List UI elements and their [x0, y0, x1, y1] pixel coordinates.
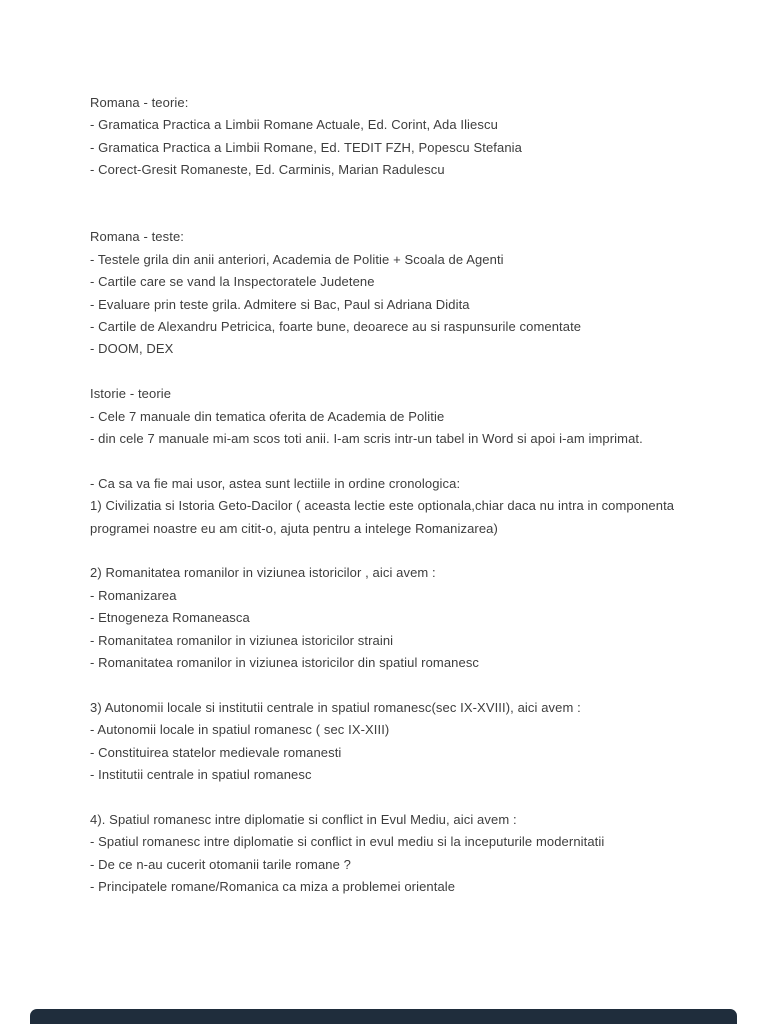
text-line: - Cartile care se vand la Inspectoratele Judetene [90, 274, 375, 290]
text-line: - Gramatica Practica a Limbii Romane Actuale, Ed. Corint, Ada Iliescu [90, 117, 498, 133]
text-line: - din cele 7 manuale mi-am scos toti anii. I-am scris intr-un tabel in Word si apoi i-am imprimat. [90, 431, 643, 447]
paragraph-block [90, 697, 698, 787]
text-line: - Cartile de Alexandru Petricica, foarte bune, deoarece au si raspunsurile comentate [90, 319, 582, 335]
text-line: - Testele grila din anii anteriori, Academia de Politie + Scoala de Agenti [90, 251, 504, 267]
text-line: Istorie - teorie [90, 386, 172, 402]
text-line: 2) Romanitatea romanilor in viziunea istoricilor , aici avem : [90, 565, 436, 581]
text-line: - Romanitatea romanilor in viziunea istoricilor straini [90, 632, 394, 648]
text-line: - Ca sa va fie mai usor, astea sunt lectiile in ordine cronologica: [90, 475, 461, 491]
text-line: - De ce n-au cucerit otomanii tarile romane ? [90, 856, 352, 872]
text-line: - Gramatica Practica a Limbii Romane, Ed. TEDIT FZH, Popescu Stefania [90, 139, 522, 155]
text-line: - Autonomii locale in spatiul romanesc ( sec IX-XIII) [90, 722, 390, 738]
paragraph-block [90, 473, 698, 540]
text-line: - Corect-Gresit Romaneste, Ed. Carminis, Marian Radulescu [90, 162, 445, 178]
text-line: - Principatele romane/Romanica ca miza a problemei orientale [90, 879, 456, 895]
bottom-toolbar[interactable] [30, 1009, 737, 1024]
text-line: Romana - teste: [90, 229, 184, 245]
text-line: - Cele 7 manuale din tematica oferita de Academia de Politie [90, 408, 445, 424]
text-line: programei noastre eu am citit-o, ajuta pentru a intelege Romanizarea) [90, 520, 498, 536]
text-line: - Romanitatea romanilor in viziunea istoricilor din spatiul romanesc [90, 655, 480, 671]
document-text [90, 92, 698, 899]
text-line: 3) Autonomii locale si institutii centrale in spatiul romanesc(sec IX-XVIII), aici avem : [90, 699, 581, 715]
text-line: Romana - teorie: [90, 95, 189, 110]
text-line: - Spatiul romanesc intre diplomatie si conflict in evul mediu si la inceputurile modernitatii [90, 834, 605, 850]
text-line: - DOOM, DEX [90, 341, 174, 357]
text-line: - Constituirea statelor medievale romanesti [90, 744, 342, 760]
paragraph-block [90, 226, 698, 360]
text-line: - Evaluare prin teste grila. Admitere si Bac, Paul si Adriana Didita [90, 296, 470, 312]
paragraph-block [90, 562, 698, 674]
text-line: - Romanizarea [90, 587, 177, 603]
text-line: - Etnogeneza Romaneasca [90, 610, 250, 626]
text-line: 1) Civilizatia si Istoria Geto-Dacilor ( aceasta lectie este optionala,chiar daca nu intra in componenta [90, 498, 675, 514]
paragraph-block [90, 383, 698, 450]
paragraph-block [90, 809, 698, 899]
text-line: - Institutii centrale in spatiul romanesc [90, 767, 312, 783]
text-line: 4). Spatiul romanesc intre diplomatie si conflict in Evul Mediu, aici avem : [90, 811, 517, 827]
paragraph-block [90, 92, 698, 182]
